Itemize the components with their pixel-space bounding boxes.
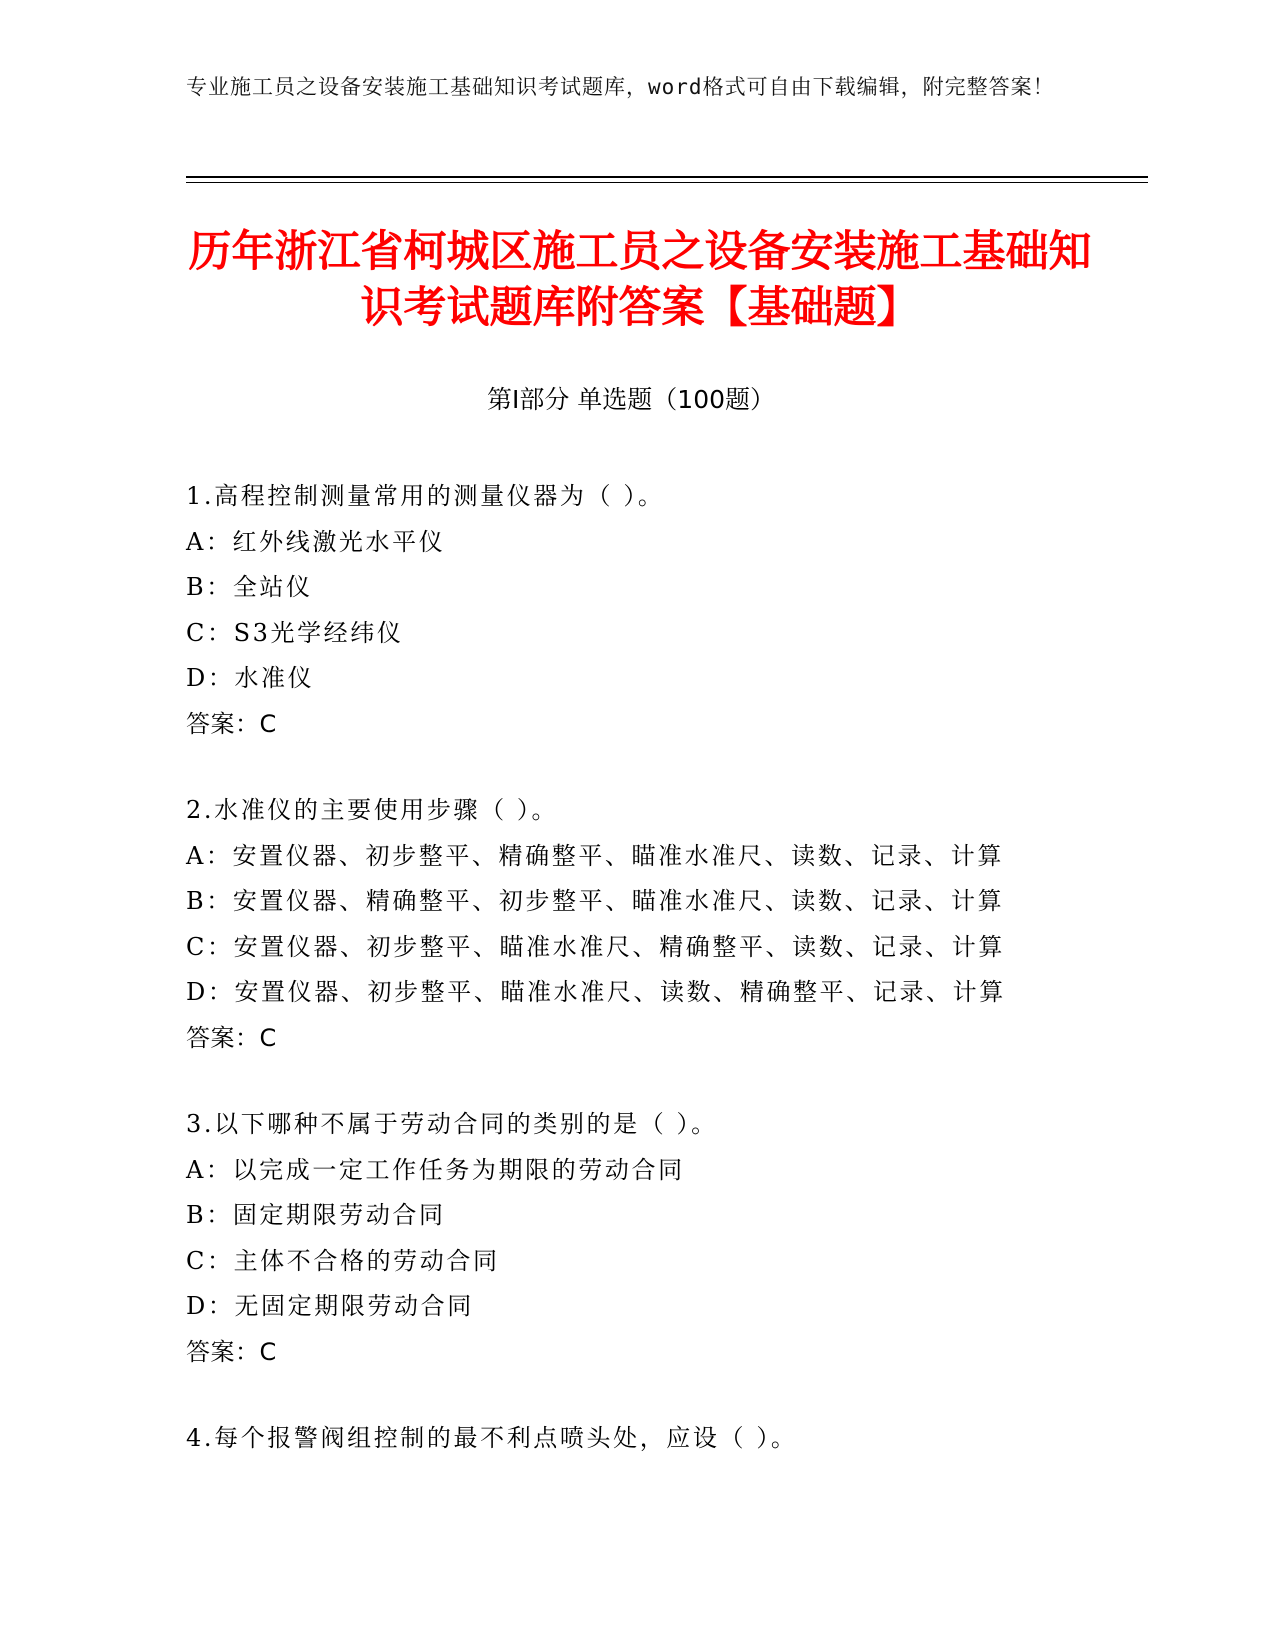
option-c: C：主体不合格的劳动合同 bbox=[186, 1246, 500, 1275]
question-4 bbox=[186, 1416, 1086, 1462]
option-d: D：安置仪器、初步整平、瞄准水准尺、读数、精确整平、记录、计算 bbox=[186, 978, 1006, 1006]
section-heading: 第Ⅰ部分 单选题（100题） bbox=[486, 385, 776, 414]
answer: 答案：C bbox=[186, 1337, 277, 1366]
question-stem: 1.高程控制测量常用的测量仪器为（ ）。 bbox=[186, 482, 665, 510]
option-b: B：安置仪器、精确整平、初步整平、瞄准水准尺、读数、记录、计算 bbox=[186, 887, 1005, 915]
option-c: C：安置仪器、初步整平、瞄准水准尺、精确整平、读数、记录、计算 bbox=[186, 932, 1005, 961]
question-stem: 4.每个报警阀组控制的最不利点喷头处，应设（ ）。 bbox=[186, 1424, 798, 1452]
header-divider-thick bbox=[186, 176, 1148, 178]
question-stem: 3.以下哪种不属于劳动合同的类别的是（ ）。 bbox=[186, 1110, 718, 1138]
option-d: D：水准仪 bbox=[186, 664, 315, 692]
answer: 答案：C bbox=[186, 1023, 277, 1052]
option-a: A：安置仪器、初步整平、精确整平、瞄准水准尺、读数、记录、计算 bbox=[186, 841, 1004, 870]
question-2 bbox=[186, 788, 1086, 1061]
option-b: B：固定期限劳动合同 bbox=[186, 1201, 446, 1229]
header-divider-thin bbox=[186, 182, 1148, 183]
answer: 答案：C bbox=[186, 709, 277, 738]
document-title: 历年浙江省柯城区施工员之设备安装施工基础知识考试题库附答案【基础题】 bbox=[188, 227, 1092, 333]
option-b: B：全站仪 bbox=[186, 573, 313, 601]
option-d: D：无固定期限劳动合同 bbox=[186, 1292, 474, 1320]
option-a: A：以完成一定工作任务为期限的劳动合同 bbox=[186, 1155, 685, 1184]
question-3 bbox=[186, 1102, 1086, 1375]
question-stem: 2.水准仪的主要使用步骤（ ）。 bbox=[186, 796, 559, 824]
question-list bbox=[186, 474, 1086, 1503]
option-c: C：S3光学经纬仪 bbox=[186, 618, 404, 647]
question-1 bbox=[186, 474, 1086, 747]
header-note: 专业施工员之设备安装施工基础知识考试题库，word格式可自由下载编辑，附完整答案！ bbox=[186, 75, 1055, 99]
option-a: A：红外线激光水平仪 bbox=[186, 527, 446, 556]
